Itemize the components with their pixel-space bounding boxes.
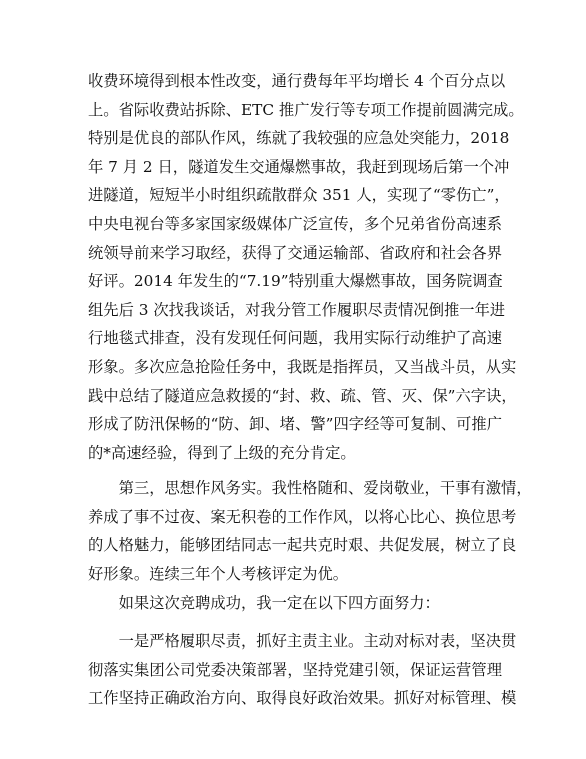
text-line: 的*高速经验，得到了上级的充分肯定。: [88, 443, 356, 462]
text-line: 如果这次竞聘成功，我一定在以下四方面努力：: [88, 594, 440, 612]
text-line: 的人格魅力，能够团结同志一起共克时艰、共促发展，树立了良: [88, 536, 517, 555]
paragraph-plan-one: [88, 627, 517, 713]
paragraph-work-style: [88, 474, 532, 588]
text-line: 进隧道，短短半小时组织疏散群众 351 人，实现了“零伤亡”，: [88, 186, 510, 205]
text-line: 好评。2014 年发生的“7.19”特别重大爆燃事故，国务院调查: [88, 272, 503, 291]
text-line: 统领导前来学习取经，获得了交通运输部、省政府和社会各界: [88, 243, 502, 262]
text-line: 践中总结了隧道应急救援的“封、救、疏、管、灭、保”六字诀，: [88, 386, 517, 405]
text-line: 工作坚持正确政治方向、取得良好政治效果。抓好对标管理、模: [88, 689, 517, 708]
text-line: 组先后 3 次找我谈话，对我分管工作履职尽责情况倒推一年进: [88, 300, 506, 319]
text-line: 第三，思想作风务实。我性格随和、爱岗敬业，干事有激情，: [88, 479, 532, 497]
text-line: 形象。多次应急抢险任务中，我既是指挥员，又当战斗员，从实: [88, 357, 517, 376]
text-line: 特别是优良的部队作风，练就了我较强的应急处突能力，2018: [88, 129, 510, 148]
text-line: 上。省际收费站拆除、ETC 推广发行等专项工作提前圆满完成。: [88, 100, 524, 119]
text-line: 彻落实集团公司党委决策部署，坚持党建引领，保证运营管理: [88, 660, 502, 679]
paragraph-achievements: [88, 67, 524, 467]
text-line: 一是严格履职尽责，抓好主责主业。主动对标对表，坚决贯: [88, 632, 517, 650]
text-line: 中央电视台等多家国家级媒体广泛宣传，多个兄弟省份高速系: [88, 214, 502, 233]
paragraph-commitment-intro: [88, 589, 502, 618]
text-line: 养成了事不过夜、案无积卷的工作作风，以将心比心、换位思考: [88, 507, 517, 526]
text-line: 年 7 月 2 日，隧道发生交通爆燃事故，我赶到现场后第一个冲: [88, 157, 510, 176]
text-line: 形成了防汛保畅的“防、卸、堵、警”四字经等可复制、可推广: [88, 415, 502, 434]
text-line: 好形象。连续三年个人考核评定为优。: [88, 564, 349, 583]
text-line: 行地毯式排查，没有发现任何问题，我用实际行动维护了高速: [88, 329, 502, 348]
text-line: 收费环境得到根本性改变，通行费每年平均增长 4 个百分点以: [88, 72, 506, 90]
